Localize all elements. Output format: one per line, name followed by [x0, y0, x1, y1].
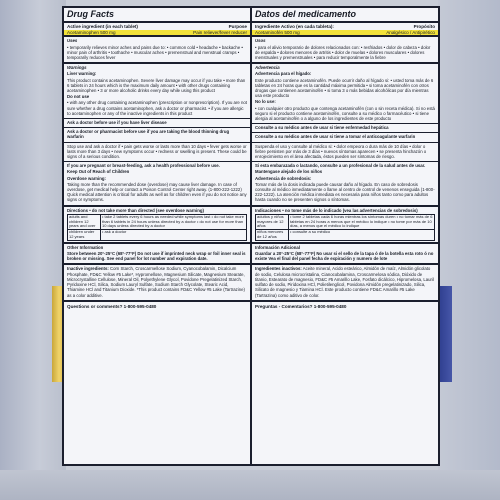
- other-information-text: Store between 20°-25°C (68°-77°F) Do not use if imprinted neck wrap or foil inner seal is broken or missing. See end panel for lot number and expiration date.: [67, 251, 246, 262]
- ask-pharmacist-section: [64, 127, 250, 141]
- pregnancy-text: If you are pregnant or breast-feeding, ask a health professional before use.: [67, 163, 220, 169]
- other-information-section: [64, 242, 250, 264]
- drug-facts-panel-english: [62, 6, 252, 466]
- do-not-use-text: • with any other drug containing acetaminophen (prescription or nonprescription). If you are not sure whether a drug contains acetaminophen, ask a doctor or pharmacist. • if you are allergic to acetaminophen or any of the inactive ingredients in this product: [67, 100, 247, 116]
- directions-table: [67, 214, 247, 241]
- drug-facts-panel-spanish: [250, 6, 440, 466]
- warnings-title: Advertencia: [255, 65, 280, 71]
- questions-line: Preguntas - Comentarios? 1-800-595-0480: [252, 300, 438, 311]
- directions-dose-cell: • ask a doctor: [101, 230, 247, 241]
- panel-title: Datos del medicamento: [252, 8, 438, 23]
- overdose-warning-title: Overdose warning:: [67, 175, 106, 181]
- directions-section: [252, 205, 438, 242]
- inactive-ingredients-text: Corn Starch, Croscarmellose Sodium, Cyanocobalamin, Dicalcium Phosphate, FD&C Yellow #5 Lake*, Hypromellose, Magnesium Silicate, Magnesium Stearate, Microcrystalline Cellulose, Mineral Oil, Polyethylene Glycol, Povidone Pregelatinized Starch, Pyridoxine HCl, Silica, Sodium Lauryl Sulfate, Sodium Starch Glycolate, Stearic Acid, Thiamine HCl and Titanium Dioxide. *This product contains FD&C Yellow #5 Lake (Tartrazine) as a color additive.: [67, 266, 245, 298]
- do-not-use-text: • con cualquier otro producto que contenga acetaminofén (con o sin receta médica). Si no está seguro si el producto contiene acetaminofén, consulte a su médico o farmacéutico • si tiene alergia al acetaminofén o a alguno de los ingredientes de este producto: [255, 105, 435, 122]
- ask-doctor-text: Consulte a su médico antes de usar si tiene enfermedad hepática: [255, 125, 389, 131]
- active-ingredient: Acetaminophen 500 mg: [67, 30, 116, 36]
- other-information-section: [252, 242, 438, 264]
- liver-warning-title: Liver warning:: [67, 71, 97, 77]
- ask-pharmacist-text: Consulte a su médico antes de usar si tiene a tomar el anticoagulante warfarin: [255, 134, 416, 140]
- purpose-header-label: Purpose: [228, 24, 247, 29]
- inactive-ingredients-text: Aceite mineral, Acido esteárico, Almidón de maíz, Almidón glicolato de sodio, Celulosa microcristalina, Cianocobalamina, Croscarmelosa sódica, Dióxido de titanio, Estearato de magnesio, FD&C #5 Amarillo Lake, Fosfato dicálcico, Hipromelosa, Lauril sulfato de sodio, Piridoxina HCl, Polietilenglicol, Povidona Almidón pregelatinizado, Silica, Silicato de magnesio y Tiamina HCl. Este producto contiene FD&C Amarillo #5 Lake (Tartrazina) como aditivo de color.: [255, 266, 434, 298]
- overdose-warning-title: Advertencia de sobredosis:: [255, 175, 312, 181]
- panel-title: Drug Facts: [64, 8, 250, 23]
- keep-out-of-reach-text: Keep Out of Reach of Children: [67, 169, 130, 175]
- ask-doctor-section: [252, 123, 438, 132]
- stop-use-text: Stop use and ask a doctor if • pain gets worse or lasts more than 10 days • fever gets worse or lasts more than 3 days • new symptoms occur • redness or swelling is present. These could be signs of a serious condition.: [67, 143, 247, 160]
- background-bottom: [0, 470, 500, 500]
- table-row: [68, 230, 247, 241]
- directions-intro: • do not take more than directed (see overdose warning): [89, 207, 204, 213]
- ask-doctor-text: Ask a doctor before use if you have liver disease: [67, 120, 167, 126]
- pregnancy-section: [64, 161, 250, 204]
- active-ingredient: Acetaminofén 500 mg: [255, 30, 300, 36]
- do-not-use-title: No lo use:: [255, 99, 276, 105]
- active-ingredient-header: [64, 23, 250, 30]
- inactive-ingredients-section: [252, 263, 438, 299]
- directions-age-cell: adultos y niños mayores de 12 años: [256, 214, 289, 229]
- table-row: [256, 214, 435, 229]
- purpose: Pain reliever/fever reducer: [193, 30, 247, 36]
- warnings-section: [252, 62, 438, 123]
- directions-age-cell: niños menores de 12 años: [256, 230, 289, 241]
- background-left: [0, 0, 66, 500]
- inactive-ingredients-title: Ingredientes inactivos:: [255, 266, 302, 272]
- pregnancy-text: Si esta embarazada o lactando, consulte a un profesional de la salud antes de usar.: [255, 163, 426, 169]
- stop-use-text: Suspenda el uso y consulte al médico si: • dolor empeora o dura más de 10 días • dolor o fiebre persisten por más de 3 días • nuevos síntomas aparecen • se presenta hinchazón o enrojecimiento en el área afectada, éstos pueden ser síntomas de riesgo.: [255, 143, 427, 160]
- directions-dose-cell: • tome 2 tabletas cada 6 horas mientras los síntomas duren • no tomar más de 6 tabletas en 24 horas a menos que el médico lo indique • no tome por más de 10 días, a menos que el médico lo indique: [289, 214, 435, 229]
- directions-title: Directions: [67, 207, 89, 213]
- directions-dose-cell: • consulte a su médico: [289, 230, 435, 241]
- background-right: [438, 0, 500, 500]
- keep-out-of-reach-text: Mantengase alejado de los niños: [255, 169, 323, 175]
- liver-warning-text: Este producto contiene acetaminofén. Puede ocurrir daño al hígado si: • usted toma más de 6 tabletas en 24 horas que es la cantidad máxima permitida • si toma acetaminofén con otros drogas que contienen acetaminofén • si toma 3 o más bebidas alcohólicas por día mientras usa este producto: [255, 77, 434, 99]
- uses-text: • temporarily relieves minor aches and pains due to: • common cold • headache • backache • minor pain of arthritis • toothache • muscular aches • premenstrual and menstrual cramps • temporarily reduces fever: [67, 44, 243, 61]
- inactive-ingredients-section: [64, 263, 250, 299]
- directions-intro: • no tome más de lo indicado (vea las advertencias de sobredosis): [282, 207, 418, 213]
- warnings-section: [64, 62, 250, 118]
- overdose-warning-text: Taking more than the recommended dose (overdose) may cause liver damage. In case of overdose, get medical help or contact a Poison Control Center right away. (1-800-222-1222) Quick medical attention is critical for adults as well as for children even if you do not notice any signs or symptoms.: [67, 181, 247, 203]
- other-information-text: Guardar a 20°-25°C (68°-77°F) No usar si el sello de la tapa ó de la botella esta roto ó no existe Vea el final del panel fecha de expiración y numero de lote: [255, 251, 434, 262]
- directions-age-cell: adults and children 12 years and over: [68, 214, 101, 229]
- ask-pharmacist-section: [252, 132, 438, 141]
- directions-table: [255, 214, 435, 241]
- purpose: Analgésico / Antipirético: [386, 30, 435, 36]
- uses-section: [252, 35, 438, 62]
- uses-text: • para el alivio temporario de dolores relacionados con: • resfriados • dolor de cabeza • dolor de espalda • dolores menores de artritis • dolor de muelas • dolores musculares • dolores menstruales y premenstruales • para reducir temporalmente la fiebre: [255, 44, 431, 61]
- stop-use-section: [252, 142, 438, 162]
- overdose-warning-text: Tomar más de la dosis indicada puede causar daño al hígado. En caso de sobredosis consulte al médico inmediatamente o llame al centro de control de venenos enseguida (1-800-222-1222). La atención médica inmediata es necesaria para niños tanto como para adultos hasta cuando no se presenten signos o síntomas.: [255, 181, 435, 203]
- liver-warning-title: Advertencia para el hígado:: [255, 71, 312, 77]
- active-ingredient-header: [252, 23, 438, 30]
- directions-dose-cell: • take 2 tablets every 6 hours as needed while symptoms last • do not take more than 6 tablets in 24 hours unless directed by a doctor • do not use for more than 10 days unless directed by a doctor: [101, 214, 247, 229]
- liver-warning-text: This product contains acetaminophen. Severe liver damage may occur if you take • more than 6 tablets in 24 hours which is the maximum daily amount • with other drugs containing acetaminophen • 3 or more alcoholic drinks every day while using this product: [67, 77, 246, 94]
- uses-section: [64, 35, 250, 62]
- do-not-use-title: Do not use: [67, 94, 90, 100]
- blue-label-edge: [438, 286, 452, 382]
- directions-age-cell: children under 12 years: [68, 230, 101, 241]
- directions-title: Indicaciones: [255, 207, 282, 213]
- ask-doctor-section: [64, 118, 250, 127]
- warnings-title: Warnings: [67, 65, 87, 71]
- other-information-title: Other Information: [67, 244, 104, 250]
- table-row: [256, 230, 435, 241]
- pregnancy-section: [252, 161, 438, 204]
- directions-section: [64, 205, 250, 242]
- purpose-header-label: Propósito: [413, 24, 435, 29]
- inactive-ingredients-title: Inactive ingredients:: [67, 266, 109, 272]
- ask-pharmacist-text: Ask a doctor or pharmacist before use if you are taking the blood thinning drug warfarin: [67, 129, 230, 140]
- active-header-label: Ingrediente Activo (en cada tableta):: [255, 24, 334, 29]
- questions-line: Questions or comments? 1-800-595-0480: [64, 300, 250, 311]
- active-header-label: Active ingredient (in each tablet): [67, 24, 138, 29]
- table-row: [68, 214, 247, 229]
- stop-use-section: [64, 142, 250, 162]
- uses-title: Usos: [255, 38, 266, 44]
- uses-title: Uses: [67, 38, 78, 44]
- other-information-title: Información Adicional: [255, 244, 300, 250]
